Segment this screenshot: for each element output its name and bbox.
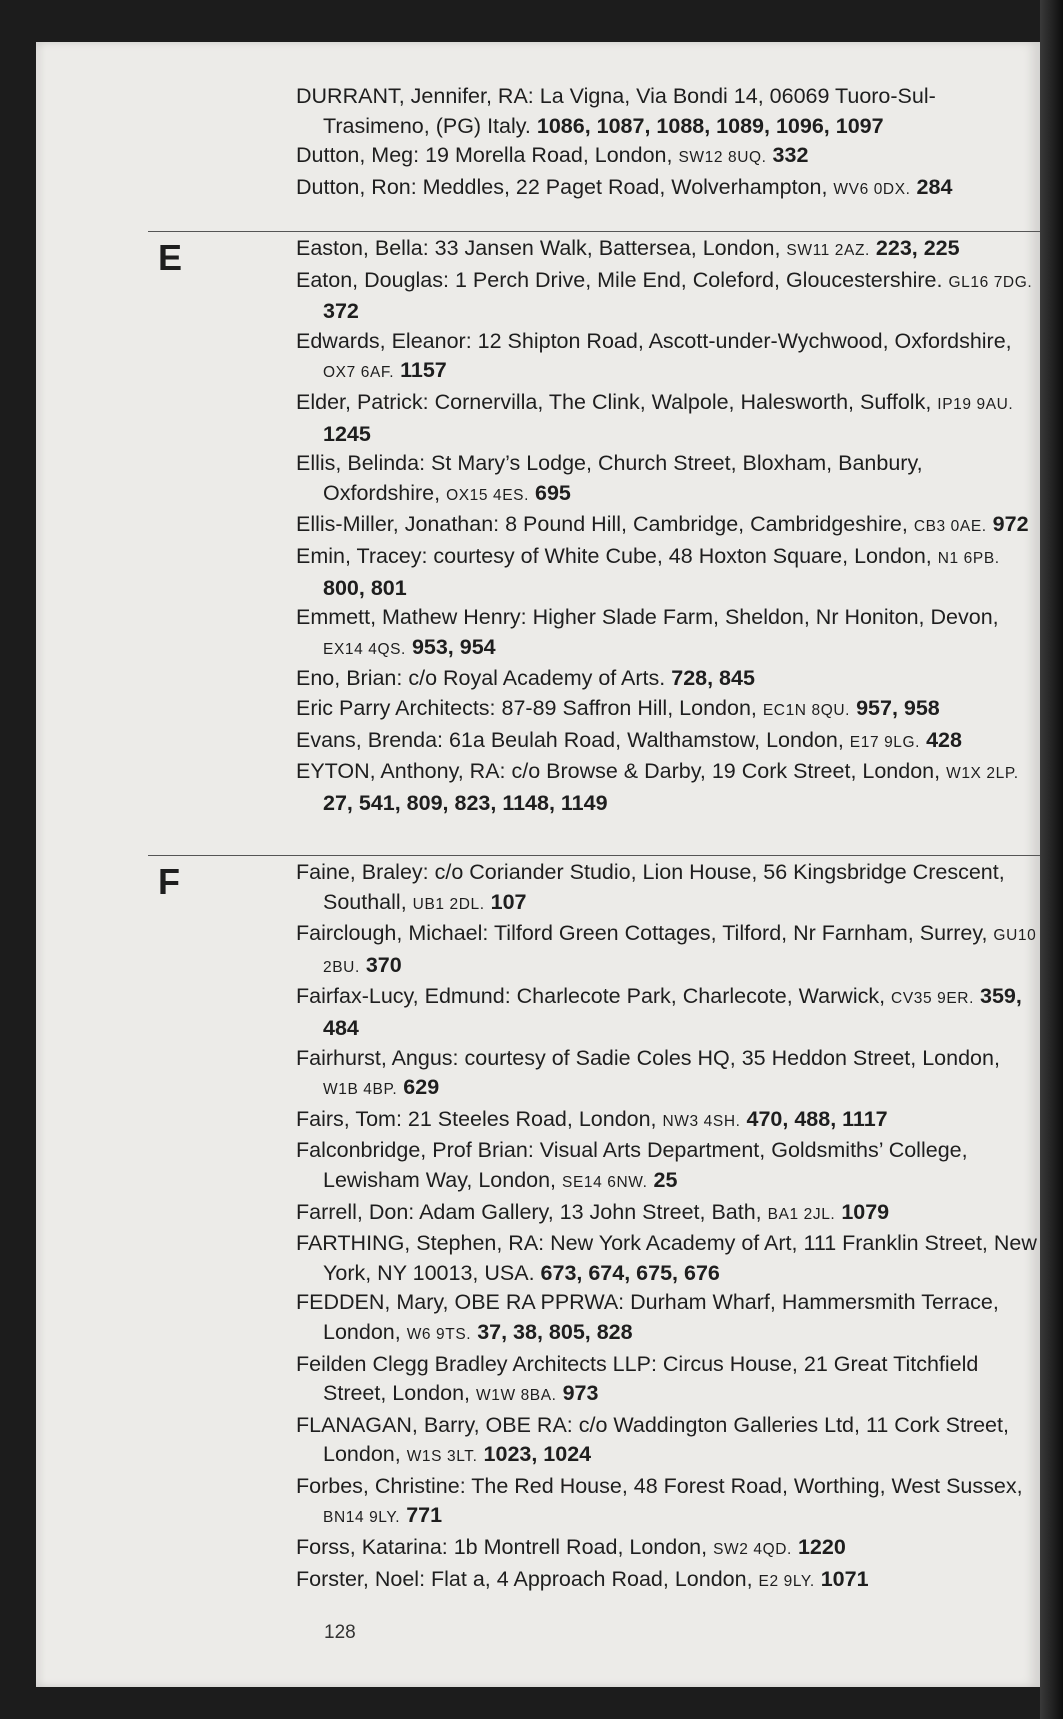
entry-text: Emmett, Mathew Henry: Higher Slade Farm, Sheldon, Nr Honiton, Devon, — [296, 605, 999, 630]
entry-text: Edwards, Eleanor: 12 Shipton Road, Ascott-under-Wychwood, Oxfordshire, — [296, 328, 1012, 353]
index-entry — [296, 757, 1040, 818]
entry-text: Faine, Braley: c/o Coriander Studio, Lion House, 56 Kingsbridge Crescent, Southall, — [296, 860, 1005, 914]
entry-pages: 1245 — [323, 421, 371, 446]
entry-pages: 972 — [992, 512, 1029, 537]
entry-text: Falconbridge, Prof Brian: Visual Arts Department, Goldsmiths’ College, Lewisham Way, London, — [296, 1138, 968, 1192]
index-entry — [296, 327, 1040, 388]
entry-pages: 27, 541, 809, 823, 1148, 1149 — [323, 790, 608, 815]
entry-pages: 372 — [323, 299, 359, 324]
index-entry — [296, 858, 1040, 919]
entry-pages: 800, 801 — [323, 575, 407, 600]
entry-text: Eaton, Douglas: 1 Perch Drive, Mile End, Coleford, Gloucestershire. — [296, 267, 949, 292]
entry-postcode: IP19 9AU. — [937, 395, 1014, 413]
entry-text: Ellis-Miller, Jonathan: 8 Pound Hill, Cambridge, Cambridgeshire, — [296, 512, 914, 537]
entry-text: FLANAGAN, Barry, OBE RA: c/o Waddington Galleries Ltd, 11 Cork Street, London, — [296, 1412, 1009, 1467]
entry-postcode: W1S 3LT. — [406, 1448, 478, 1466]
entry-text: Ellis, Belinda: St Mary’s Lodge, Church Street, Bloxham, Banbury, Oxfordshire, — [296, 451, 923, 505]
entry-pages: 25 — [653, 1167, 678, 1192]
entry-pages: 1086, 1087, 1088, 1089, 1096, 1097 — [536, 113, 884, 138]
index-entry — [296, 542, 1040, 603]
entry-postcode: EX14 4QS. — [323, 640, 406, 658]
entry-postcode: E17 9LG. — [849, 733, 921, 751]
entry-pages: 332 — [772, 143, 809, 168]
index-entry — [296, 1472, 1040, 1533]
index-entry — [296, 266, 1040, 327]
entry-pages: 953, 954 — [411, 634, 496, 659]
entry-postcode: W1X 2LP. — [946, 765, 1019, 783]
index-entry — [296, 141, 1040, 173]
entry-text: Eno, Brian: c/o Royal Academy of Arts. — [296, 666, 672, 691]
entry-postcode: E2 9LY. — [758, 1572, 815, 1590]
index-entry — [296, 1533, 1040, 1565]
entry-postcode: CV35 9ER. — [891, 990, 974, 1008]
entry-text: Forster, Noel: Flat a, 4 Approach Road, London, — [296, 1566, 759, 1591]
section-rule-f — [148, 855, 1040, 856]
entry-text: Easton, Bella: 33 Jansen Walk, Battersea, London, — [296, 236, 787, 260]
index-entry — [296, 1411, 1040, 1472]
entry-pages: 673, 674, 675, 676 — [540, 1260, 720, 1285]
index-entry — [296, 510, 1040, 542]
entry-postcode: N1 6PB. — [937, 549, 1000, 567]
entry-pages: 771 — [406, 1503, 443, 1528]
entry-postcode: SW11 2AZ. — [786, 242, 870, 259]
section-f-entries — [296, 858, 1040, 1596]
entry-postcode: W1W 8BA. — [476, 1387, 557, 1405]
index-entry — [296, 726, 1040, 758]
entry-pages: 973 — [562, 1381, 599, 1406]
book-edge — [1040, 0, 1063, 1719]
entry-text: DURRANT, Jennifer, RA: La Vigna, Via Bondi 14, 06069 Tuoro-Sul-Trasimeno, (PG) Italy. — [296, 84, 936, 138]
entry-text: Fairclough, Michael: Tilford Green Cottages, Tilford, Nr Farnham, Surrey, — [296, 921, 994, 946]
section-rule-e — [148, 231, 1040, 232]
entry-pages: 1023, 1024 — [483, 1442, 592, 1467]
index-entry — [296, 1288, 1040, 1349]
entry-postcode: BA1 2JL. — [767, 1205, 836, 1223]
index-entry — [296, 1044, 1040, 1105]
index-entry — [296, 694, 1040, 726]
entry-pages: 629 — [403, 1075, 440, 1100]
entry-pages: 37, 38, 805, 828 — [477, 1319, 633, 1344]
entry-text: Forss, Katarina: 1b Montrell Road, London, — [296, 1535, 714, 1560]
section-letter-e: E — [158, 237, 183, 278]
index-entry — [296, 234, 1040, 266]
index-entry — [296, 664, 1040, 694]
entry-postcode: CB3 0AE. — [913, 518, 987, 536]
entry-pages: 728, 845 — [671, 666, 755, 691]
entry-text: FARTHING, Stephen, RA: New York Academy of Art, 111 Franklin Street, New York, NY 10013, USA. — [296, 1231, 1037, 1285]
entry-pages: 1071 — [820, 1566, 869, 1591]
index-entry — [296, 1136, 1040, 1197]
entry-text: Dutton, Meg: 19 Morella Road, London, — [296, 143, 679, 168]
entry-postcode: EC1N 8QU. — [762, 701, 851, 719]
entry-postcode: W1B 4BP. — [323, 1081, 398, 1099]
index-entry — [296, 1565, 1040, 1597]
entry-pages: 695 — [535, 480, 571, 505]
entry-postcode: SW2 4QD. — [713, 1541, 792, 1559]
entry-pages: 1157 — [400, 358, 447, 383]
section-d-entries — [296, 82, 1040, 204]
entry-pages: 1079 — [841, 1199, 890, 1224]
entry-postcode: W6 9TS. — [406, 1325, 472, 1343]
entry-pages: 957, 958 — [856, 695, 940, 720]
entry-text: Evans, Brenda: 61a Beulah Road, Walthamstow, London, — [296, 727, 850, 752]
index-entry — [296, 173, 1040, 205]
entry-text: Fairfax-Lucy, Edmund: Charlecote Park, Charlecote, Warwick, — [296, 984, 892, 1009]
index-entry — [296, 1198, 1040, 1230]
entry-postcode: UB1 2DL. — [412, 895, 485, 913]
index-entry — [296, 603, 1040, 664]
index-entry — [296, 82, 1040, 141]
index-entry — [296, 982, 1040, 1043]
entry-postcode: OX15 4ES. — [446, 486, 530, 504]
entry-text: Fairs, Tom: 21 Steeles Road, London, — [296, 1106, 663, 1131]
entry-postcode: GU10 2BU. — [323, 927, 1037, 976]
page-number: 128 — [324, 1622, 356, 1643]
entry-text: Farrell, Don: Adam Gallery, 13 John Street, Bath, — [296, 1199, 768, 1224]
entry-postcode: WV6 0DX. — [833, 180, 911, 198]
section-letter-f: F — [158, 861, 180, 902]
entry-text: Forbes, Christine: The Red House, 48 Forest Road, Worthing, West Sussex, — [296, 1473, 1023, 1498]
entry-pages: 1220 — [797, 1535, 846, 1560]
entry-text: Fairhurst, Angus: courtesy of Sadie Coles HQ, 35 Heddon Street, London, — [296, 1045, 1000, 1070]
index-entry — [296, 1105, 1040, 1137]
entry-postcode: SW12 8UQ. — [678, 149, 767, 167]
section-e-entries — [296, 234, 1040, 818]
entry-text: Eric Parry Architects: 87-89 Saffron Hill, London, — [296, 695, 763, 720]
index-entry — [296, 919, 1040, 982]
entry-postcode: BN14 9LY. — [323, 1509, 401, 1527]
entry-postcode: OX7 6AF. — [323, 364, 395, 382]
entry-text: Feilden Clegg Bradley Architects LLP: Circus House, 21 Great Titchfield Street, London, — [296, 1351, 979, 1406]
entry-pages: 284 — [916, 174, 953, 199]
entry-postcode: GL16 7DG. — [948, 273, 1033, 291]
entry-pages: 107 — [490, 889, 527, 914]
entry-text: Emin, Tracey: courtesy of White Cube, 48 Hoxton Square, London, — [296, 543, 938, 568]
index-entry — [296, 449, 1040, 510]
entry-postcode: SE14 6NW. — [562, 1173, 648, 1191]
entry-pages: 470, 488, 1117 — [746, 1106, 888, 1131]
index-entry — [296, 388, 1040, 449]
entry-text: Dutton, Ron: Meddles, 22 Paget Road, Wolverhampton, — [296, 174, 834, 199]
entry-text: Elder, Patrick: Cornervilla, The Clink, Walpole, Halesworth, Suffolk, — [296, 389, 938, 414]
entry-pages: 359, 484 — [323, 984, 1022, 1040]
index-entry — [296, 1350, 1040, 1411]
entry-pages: 428 — [926, 727, 962, 752]
index-entry — [296, 1229, 1040, 1288]
entry-pages: 370 — [365, 952, 402, 977]
entry-pages: 223, 225 — [875, 236, 960, 260]
entry-text: FEDDEN, Mary, OBE RA PPRWA: Durham Wharf, Hammersmith Terrace, London, — [296, 1290, 999, 1344]
entry-postcode: NW3 4SH. — [662, 1112, 741, 1130]
entry-text: EYTON, Anthony, RA: c/o Browse & Darby, 19 Cork Street, London, — [296, 759, 947, 784]
